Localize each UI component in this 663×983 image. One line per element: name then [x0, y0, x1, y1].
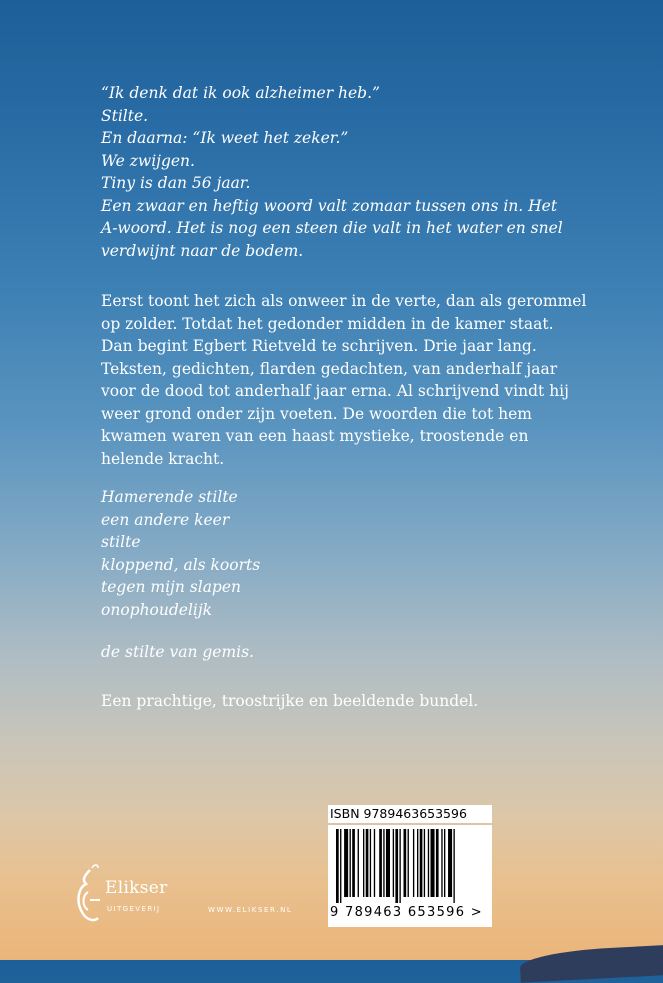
publisher-website: WWW.ELIKSER.NL: [208, 906, 293, 914]
barcode-bar: [386, 829, 390, 897]
poem-line: Hamerende stilte: [101, 488, 238, 506]
publisher-logo: [68, 862, 208, 942]
barcode: [328, 825, 492, 927]
description-line: kwamen waren van een haast mystieke, troostende en: [101, 427, 529, 445]
barcode-bar: [358, 829, 359, 897]
description-line: helende kracht.: [101, 449, 225, 468]
description-line: Teksten, gedichten, flarden gedachten, van anderhalf jaar: [101, 359, 558, 378]
quote-line: En daarna: “Ik weet het zeker.”: [101, 129, 349, 147]
quote-line: “Ik denk dat ik ook alzheimer heb.”: [101, 84, 380, 102]
isbn-label: ISBN 9789463653596: [328, 805, 492, 823]
quote-block: [101, 82, 571, 262]
barcode-bar: [350, 829, 351, 897]
barcode-bar: [395, 829, 398, 903]
quote-line: A-woord. Het is nog een steen die valt in het water en snel: [101, 219, 563, 237]
barcode-bar: [336, 829, 339, 903]
barcode-bar: [453, 829, 454, 903]
elikser-logo-icon: [68, 862, 108, 942]
barcode-bar: [431, 829, 435, 897]
barcode-bar: [424, 829, 425, 897]
poem-line: stilte: [101, 533, 141, 551]
barcode-bar: [379, 829, 382, 897]
barcode-bar: [399, 829, 400, 903]
barcode-bars: [328, 825, 492, 905]
barcode-bar: [420, 829, 423, 897]
barcode-bar: [428, 829, 429, 897]
barcode-bar: [374, 829, 375, 897]
publisher-name: Elikser: [105, 878, 168, 898]
isbn-barcode: [328, 805, 492, 927]
poem-line: een andere keer: [101, 510, 230, 529]
description-line: Dan begint Egbert Rietveld te schrijven. Drie jaar lang.: [101, 337, 537, 355]
description-line: Eerst toont het zich als onweer in de verte, dan als gerommel: [101, 292, 587, 310]
poem-closing: [101, 641, 571, 664]
barcode-bar: [444, 829, 445, 897]
quote-line: Stilte.: [101, 106, 149, 125]
publisher-subtitle: UITGEVERIJ: [107, 905, 161, 913]
description-line: op zolder. Totdat het gedonder midden in de kamer staat.: [101, 314, 554, 333]
description-line: voor de dood tot anderhalf jaar erna. Al schrijvend vindt hij: [101, 382, 569, 400]
tagline: [101, 690, 571, 713]
barcode-bar: [408, 829, 409, 897]
quote-line: Tiny is dan 56 jaar.: [101, 174, 251, 192]
barcode-bar: [404, 829, 407, 897]
barcode-bar: [344, 829, 348, 897]
poem-line: onophoudelijk: [101, 600, 213, 619]
barcode-bar: [448, 829, 452, 897]
description-block: [101, 290, 587, 470]
hill-silhouette: [519, 943, 663, 982]
barcode-bar: [352, 829, 355, 897]
barcode-bar: [370, 829, 371, 897]
barcode-bar: [441, 829, 442, 897]
barcode-bar: [393, 829, 394, 897]
barcode-bar: [417, 829, 418, 897]
barcode-digits: 9 789463 653596 >: [328, 905, 492, 920]
barcode-bar: [413, 829, 414, 897]
poem-line: kloppend, als koorts: [101, 555, 261, 574]
quote-line: Een zwaar en heftig woord valt zomaar tussen ons in. Het: [101, 196, 558, 215]
tagline-text: Een prachtige, troostrijke en beeldende bundel.: [101, 692, 479, 710]
quote-line: We zwijgen.: [101, 151, 195, 170]
poem-block: [101, 486, 571, 621]
barcode-bar: [366, 829, 369, 897]
description-line: weer grond onder zijn voeten. De woorden die tot hem: [101, 404, 532, 423]
barcode-bar: [363, 829, 364, 897]
quote-line: verdwijnt naar de bodem.: [101, 241, 304, 260]
barcode-bar: [383, 829, 384, 897]
barcode-bar: [340, 829, 341, 903]
poem-closing-line: de stilte van gemis.: [101, 643, 254, 661]
poem-line: tegen mijn slapen: [101, 578, 242, 596]
barcode-bar: [436, 829, 439, 897]
